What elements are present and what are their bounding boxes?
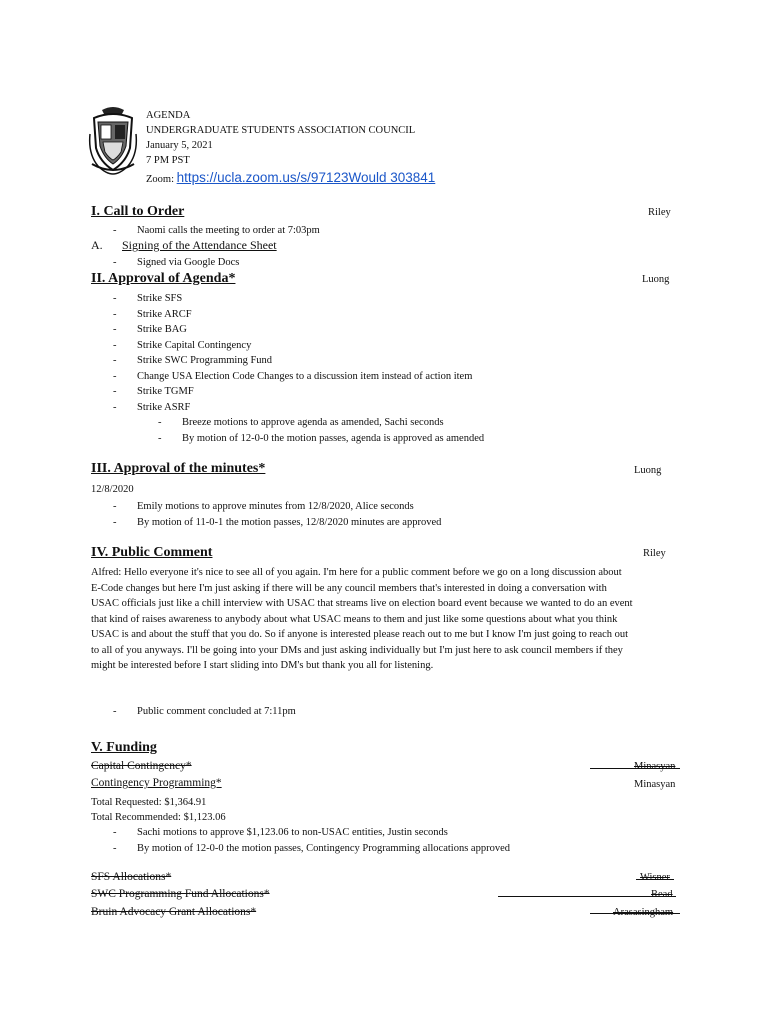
section-public-comment-title: IV. Public Comment: [91, 545, 213, 560]
header-agenda: AGENDA: [146, 110, 191, 121]
agenda-item: - Strike ASRF: [137, 400, 190, 416]
public-comment-line: might be interested before I start sliding into DM's but thank you all for listening.: [91, 660, 434, 671]
public-comment-text: [91, 565, 681, 674]
zoom-label: Zoom:: [146, 174, 174, 185]
public-comment-line: to all of you anyways. I'll be going into your DMs and just asking individually but I'm just here to ask council members if they: [91, 644, 623, 656]
contingency-programming-owner: Minasyan: [634, 779, 676, 790]
swc-allocations-label: SWC Programming Fund Allocations*: [91, 888, 270, 900]
section-call-to-order-owner: Riley: [648, 207, 671, 218]
attendance-bullet: - Signed via Google Docs: [137, 255, 239, 271]
bag-allocations-label: Bruin Advocacy Grant Allocations*: [91, 906, 257, 918]
minutes-vote: - By motion of 11-0-1 the motion passes, 12/8/2020 minutes are approved: [137, 515, 441, 531]
attendance-subtitle: Signing of the Attendance Sheet: [122, 238, 277, 252]
section-approval-minutes-title: III. Approval of the minutes*: [91, 461, 266, 476]
swc-allocations-owner: Read: [651, 889, 673, 900]
agenda-item: - Strike BAG: [137, 322, 187, 338]
agenda-item: - Strike SFS: [137, 291, 182, 307]
agenda-item: - Strike TGMF: [137, 384, 194, 400]
section-approval-agenda-owner: Luong: [642, 274, 670, 285]
funding-vote: - By motion of 12-0-0 the motion passes, Contingency Programming allocations approved: [137, 841, 510, 857]
capital-contingency-owner: Minasyan: [634, 761, 676, 772]
total-requested: Total Requested: $1,364.91: [91, 797, 207, 808]
minutes-motion: - Emily motions to approve minutes from 12/8/2020, Alice seconds: [137, 499, 414, 515]
header-zoom: [146, 170, 435, 187]
agenda-item: - Change USA Election Code Changes to a discussion item instead of action item: [137, 369, 472, 385]
sfs-allocations-owner: Wisner: [640, 872, 670, 883]
section-funding-title: V. Funding: [91, 740, 157, 755]
agenda-item: - Strike SWC Programming Fund: [137, 353, 272, 369]
section-approval-agenda-title: II. Approval of Agenda*: [91, 271, 236, 286]
public-comment-line: USAC officials just like a chill interview with USAC that streams live on election board event because we wanted to do an event: [91, 598, 633, 609]
public-comment-line: USAC is and about the stuff that you do. So if anyone is interested please reach out to me but I know I'm just going to reach out: [91, 629, 629, 640]
section-call-to-order-title: I. Call to Order: [91, 204, 185, 219]
section-approval-minutes-owner: Luong: [634, 465, 662, 476]
header-organization: UNDERGRADUATE STUDENTS ASSOCIATION COUNCIL: [146, 125, 416, 136]
contingency-programming-label: Contingency Programming*: [91, 777, 222, 789]
zoom-link[interactable]: https://ucla.zoom.us/s/97123Would 303841: [176, 170, 436, 185]
section-public-comment-owner: Riley: [643, 548, 666, 559]
header-time: 7 PM PST: [146, 155, 190, 166]
agenda-item: - Strike ARCF: [137, 307, 192, 323]
public-comment-concluded: - Public comment concluded at 7:11pm: [137, 704, 296, 720]
agenda-vote: - By motion of 12-0-0 the motion passes, agenda is approved as amended: [182, 431, 484, 447]
sfs-allocations-label: SFS Allocations*: [91, 871, 172, 883]
attendance-letter: A.: [91, 238, 103, 252]
minutes-date: 12/8/2020: [91, 484, 134, 495]
call-to-order-bullet: - Naomi calls the meeting to order at 7:03pm: [137, 223, 320, 239]
usa-seal-logo: [88, 104, 138, 176]
agenda-motion: - Breeze motions to approve agenda as amended, Sachi seconds: [182, 415, 444, 431]
public-comment-line: Alfred: Hello everyone it's nice to see all of you again. I'm here for a public comment before we go on a long discussion about: [91, 567, 622, 578]
funding-motion: - Sachi motions to approve $1,123.06 to non-USAC entities, Justin seconds: [137, 825, 448, 841]
bag-allocations-owner: Arasasingham: [613, 907, 674, 918]
public-comment-line: that kind of raises awareness to anybody about what USAC means to them and just like some questions about what you think: [91, 613, 618, 625]
header-date: January 5, 2021: [146, 140, 213, 151]
total-recommended: Total Recommended: $1,123.06: [91, 812, 226, 823]
agenda-item: - Strike Capital Contingency: [137, 338, 251, 354]
public-comment-line: E-Code changes but here I'm just asking if there will be any council members that's interested in doing a conversation with: [91, 582, 607, 594]
capital-contingency-label: Capital Contingency*: [91, 760, 192, 772]
swc-allocations-rule: [498, 896, 676, 897]
